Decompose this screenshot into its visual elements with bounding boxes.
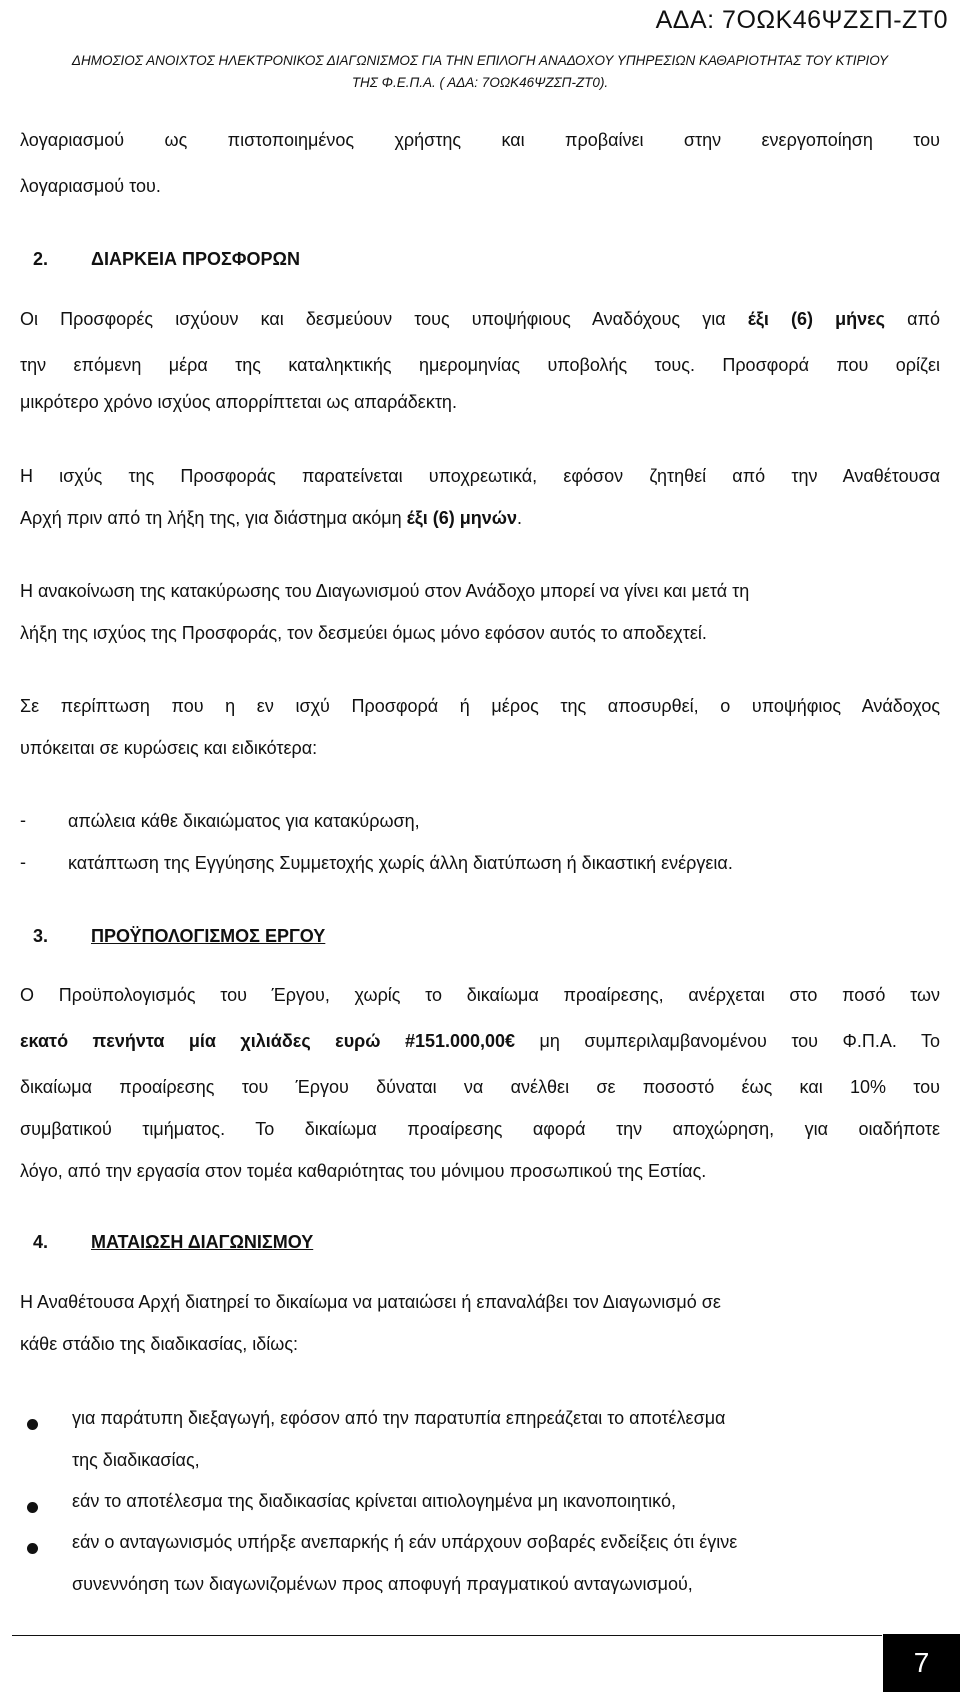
section4-number: 4.: [33, 1232, 49, 1252]
section4-line2: κάθε στάδιο της διαδικασίας, ιδίως:: [20, 1334, 298, 1354]
section2-p1-line1: Οι Προσφορές ισχύουν και δεσμεύουν τους υποψήφιους Αναδόχους για έξι (6) μήνες από: [20, 309, 941, 329]
footer-divider: [12, 1635, 882, 1636]
bullet-icon: [27, 1419, 38, 1430]
header-title-line2: ΤΗΣ Φ.Ε.Π.Α. ( ΑΔΑ: 7ΟΩΚ46ΨΖΣΠ-ΖΤ0).: [351, 75, 609, 90]
intro-line2: λογαριασμού του.: [20, 176, 161, 196]
page-number: 7: [883, 1634, 960, 1692]
section4-title: ΜΑΤΑΙΩΣΗ ΔΙΑΓΩΝΙΣΜΟΥ: [91, 1232, 314, 1252]
section2-p3-line2: λήξη της ισχύος της Προσφοράς, τον δεσμεύει όμως μόνο εφόσον αυτός το αποδεχτεί.: [20, 623, 707, 643]
section3-line1: Ο Προϋπολογισμός του Έργου, χωρίς το δικαίωμα προαίρεσης, ανέρχεται στο ποσό των: [20, 985, 940, 1005]
document-header: [40, 50, 920, 94]
section2-p4-line1: Σε περίπτωση που η εν ισχύ Προσφορά ή μέρος της αποσυρθεί, ο υποψήφιος Ανάδοχος: [20, 696, 940, 716]
section3-line4: συμβατικού τιμήματος. Το δικαίωμα προαίρεσης αφορά την αποχώρηση, για οιαδήποτε: [20, 1119, 940, 1139]
dash-item-1: απώλεια κάθε δικαιώματος για κατακύρωση,: [68, 811, 420, 831]
bullet-item-2: εάν το αποτέλεσμα της διαδικασίας κρίνεται αιτιολογημένα μη ικανοποιητικό,: [72, 1491, 676, 1511]
bullet-item-3-line2: συνεννόηση των διαγωνιζομένων προς αποφυγή πραγματικού ανταγωνισμού,: [72, 1574, 693, 1594]
section3-line3: δικαίωμα προαίρεσης του Έργου δύναται να ανέλθει σε ποσοστό έως και 10% του: [20, 1077, 940, 1097]
bullet-icon: [27, 1502, 38, 1513]
section2-p4-line2: υπόκειται σε κυρώσεις και ειδικότερα:: [20, 738, 318, 758]
section2-heading: [33, 249, 953, 270]
dash-item-2: κατάπτωση της Εγγύησης Συμμετοχής χωρίς άλλη διατύπωση ή δικαστική ενέργεια.: [68, 853, 733, 873]
section2-p1-line3: μικρότερο χρόνο ισχύος απορρίπτεται ως απαράδεκτη.: [20, 392, 457, 412]
section3-heading: [33, 926, 953, 947]
bullet-icon: [27, 1543, 38, 1554]
section2-title: ΔΙΑΡΚΕΙΑ ΠΡΟΣΦΟΡΩΝ: [91, 249, 300, 269]
dash-marker: -: [20, 852, 26, 872]
section2-number: 2.: [33, 249, 49, 269]
section4-line1: Η Αναθέτουσα Αρχή διατηρεί το δικαίωμα να ματαιώσει ή επαναλάβει τον Διαγωνισμό σε: [20, 1292, 721, 1312]
bullet-item-1-line2: της διαδικασίας,: [72, 1450, 200, 1470]
bullet-item-3-line1: εάν ο ανταγωνισμός υπήρξε ανεπαρκής ή εάν υπάρχουν σοβαρές ενδείξεις ότι έγινε: [72, 1532, 738, 1552]
ada-code: ΑΔΑ: 7ΟΩΚ46ΨΖΣΠ-ΖΤ0: [655, 6, 948, 34]
intro-line1: λογαριασμού ως πιστοποιημένος χρήστης και προβαίνει στην ενεργοποίηση του: [20, 130, 940, 150]
section2-p2-line1: Η ισχύς της Προσφοράς παρατείνεται υποχρεωτικά, εφόσον ζητηθεί από την Αναθέτουσα: [20, 466, 940, 486]
bullet-item-1-line1: για παράτυπη διεξαγωγή, εφόσον από την παρατυπία επηρεάζεται το αποτέλεσμα: [72, 1408, 726, 1428]
section3-line5: λόγο, από την εργασία στον τομέα καθαριότητας του μόνιμου προσωπικού της Εστίας.: [20, 1161, 707, 1181]
section4-heading: [33, 1232, 953, 1253]
section3-line2: εκατό πενήντα μία χιλιάδες ευρώ #151.000,00€ μη συμπεριλαμβανομένου του Φ.Π.Α. Το: [20, 1031, 940, 1051]
section3-number: 3.: [33, 926, 49, 946]
section3-title: ΠΡΟΫΠΟΛΟΓΙΣΜΟΣ ΕΡΓΟΥ: [91, 926, 326, 946]
section2-p3-line1: Η ανακοίνωση της κατακύρωσης του Διαγωνισμού στον Ανάδοχο μπορεί να γίνει και μετά τη: [20, 581, 750, 601]
section2-p2-line2: Αρχή πριν από τη λήξη της, για διάστημα ακόμη έξι (6) μηνών.: [20, 508, 523, 528]
header-title-line1: ΔΗΜΟΣΙΟΣ ΑΝΟΙΧΤΟΣ ΗΛΕΚΤΡΟΝΙΚΟΣ ΔΙΑΓΩΝΙΣΜΟΣ ΓΙΑ ΤΗΝ ΕΠΙΛΟΓΗ ΑΝΑΔΟΧΟΥ ΥΠΗΡΕΣΙΩΝ ΚΑΘΑΡΙΟΤΗΤΑΣ ΤΟΥ ΚΤΙΡΙΟΥ: [71, 53, 889, 68]
dash-marker: -: [20, 810, 26, 830]
section2-p1-line2: την επόμενη μέρα της καταληκτικής ημερομηνίας υποβολής τους. Προσφορά που ορίζει: [20, 355, 940, 375]
